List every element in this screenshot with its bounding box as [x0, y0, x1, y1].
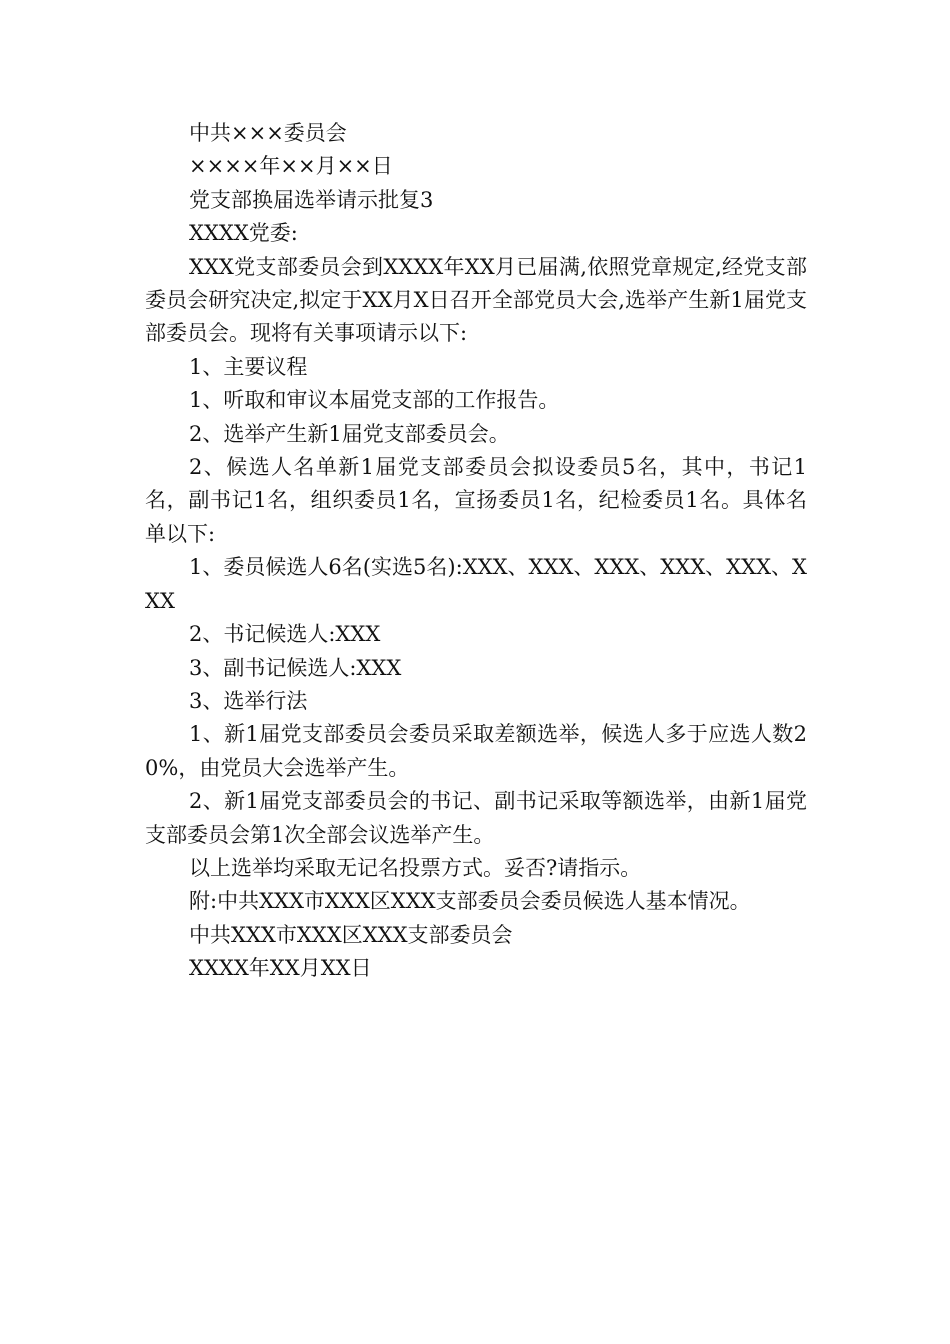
section-heading-method: 3、选举行法 — [189, 688, 308, 713]
method-item: 2、新1届党支部委员会的书记、副书记采取等额选举，由新1届党支部委员会第1次全部会议选举产生。 — [145, 789, 807, 847]
issuer-line: 中共×××委员会 — [189, 121, 347, 145]
signature-date: XXXX年XX月XX日 — [189, 956, 372, 981]
document-body — [145, 117, 807, 986]
agenda-item: 2、选举产生新1届党支部委员会。 — [189, 421, 510, 446]
section-heading-agenda: 1、主要议程 — [189, 354, 308, 379]
candidate-item: 1、委员候选人6名(实选5名):XXX、XXX、XXX、XXX、XXX、XXX — [145, 555, 807, 613]
agenda-item: 1、听取和审议本届党支部的工作报告。 — [189, 388, 560, 413]
intro-paragraph: XXX党支部委员会到XXXX年XX月已届满,依照党章规定,经党支部委员会研究决定,拟定于XX月X日召开全部党员大会,选举产生新1届党支部委员会。现将有关事项请示以下: — [145, 254, 807, 346]
attachment-note: 附:中共XXX市XXX区XXX支部委员会委员候选人基本情况。 — [189, 889, 751, 914]
issue-date-line: ××××年××月××日 — [189, 154, 393, 179]
candidate-item: 3、副书记候选人:XXX — [189, 655, 402, 680]
salutation: XXXX党委: — [189, 221, 298, 246]
method-item: 1、新1届党支部委员会委员采取差额选举，候选人多于应选人数20%，由党员大会选举产生。 — [145, 722, 807, 780]
voting-note: 以上选举均采取无记名投票方式。妥否?请指示。 — [189, 855, 642, 880]
signature-org: 中共XXX市XXX区XXX支部委员会 — [189, 922, 513, 947]
candidate-item: 2、书记候选人:XXX — [189, 622, 381, 647]
section-heading-candidates: 2、候选人名单新1届党支部委员会拟设委员5名，其中，书记1名，副书记1名，组织委员1名，宣扬委员1名，纪检委员1名。具体名单以下: — [145, 455, 807, 546]
document-title: 党支部换届选举请示批复3 — [189, 187, 434, 212]
